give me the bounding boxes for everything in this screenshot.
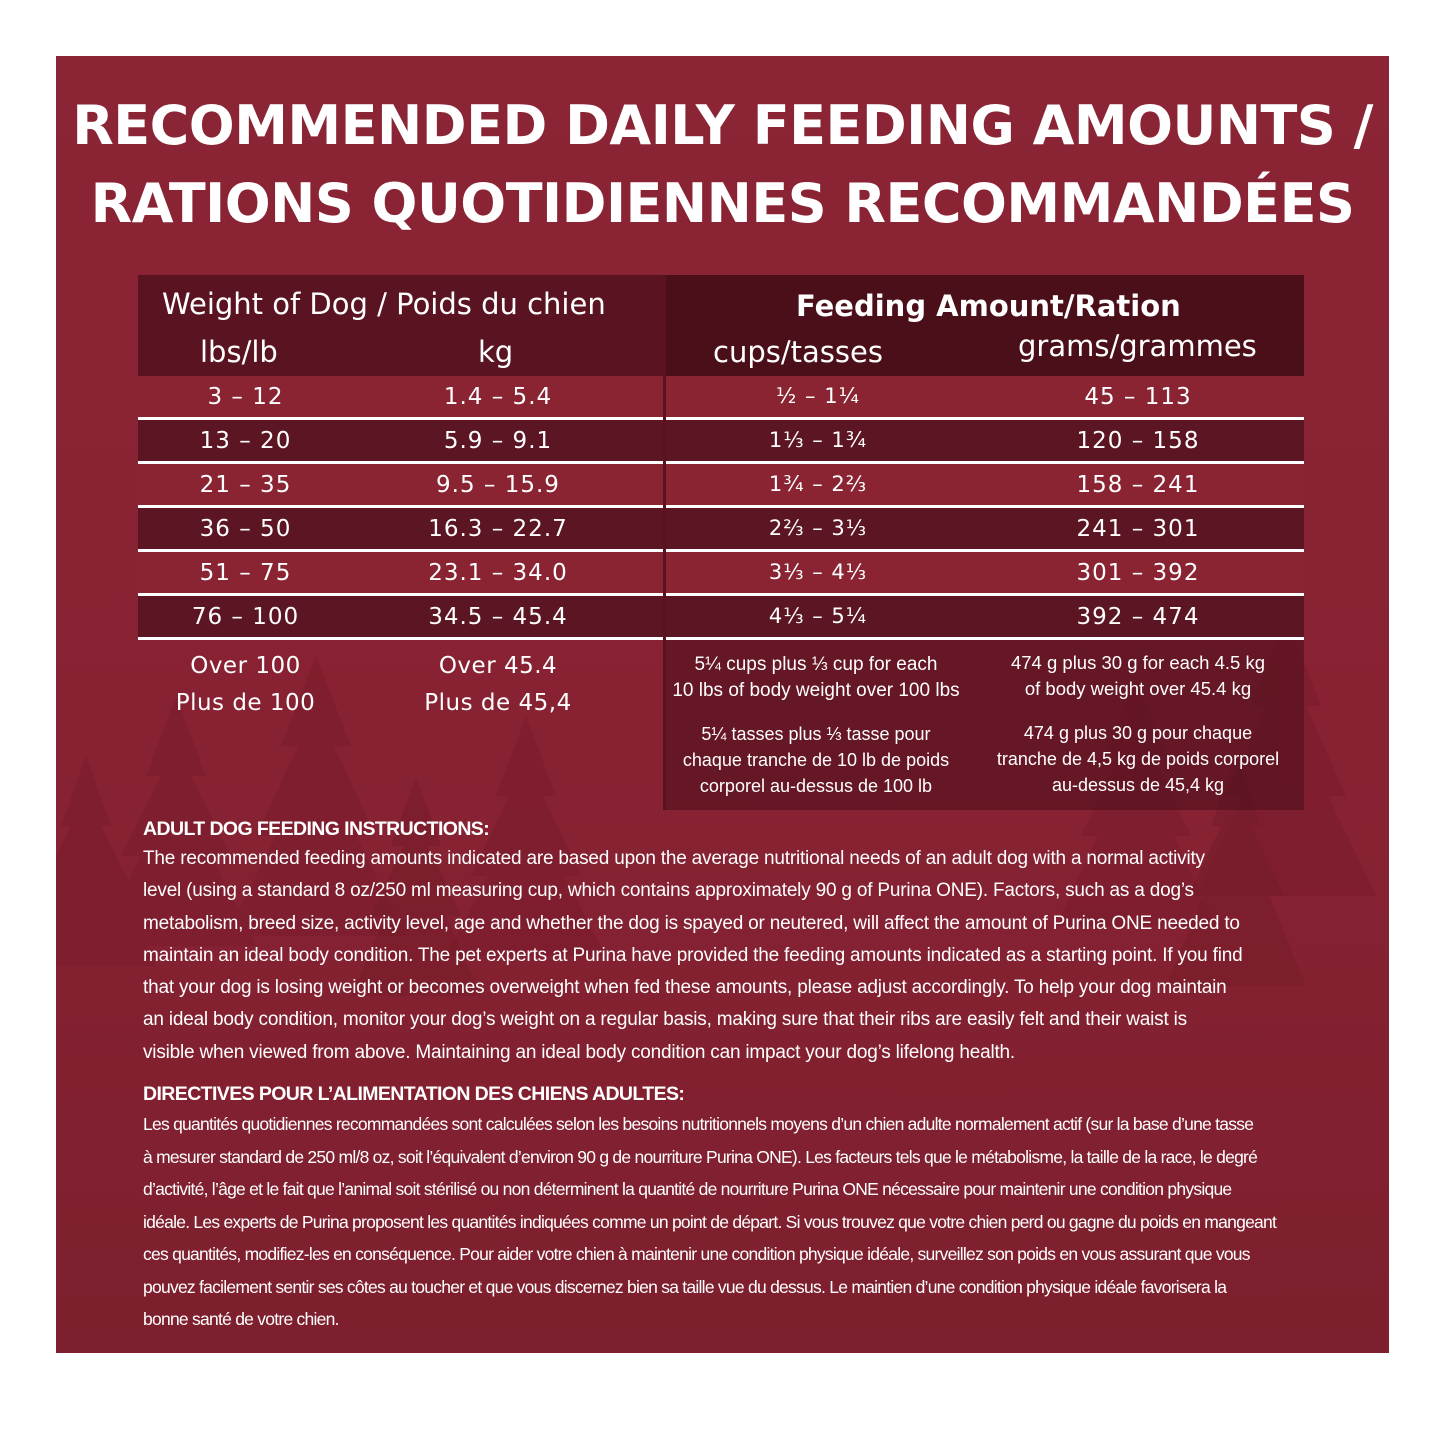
instructions-french [143,1083,1303,1336]
table-row [138,552,1304,596]
over-cups-en [666,652,966,704]
over-grams-fr-line: au-dessus de 45,4 kg [1051,775,1225,795]
over-grams-fr-line: 474 g plus 30 g pour chaque [1023,723,1253,743]
cell-lbs: 13 – 20 [199,428,292,454]
over-cups-fr-line: chaque tranche de 10 lb de poids [682,750,950,770]
cell-kg: 5.9 – 9.1 [443,428,553,454]
cell-grams: 241 – 301 [1076,516,1200,542]
grams-header: grams/grammes [1018,329,1257,363]
cell-lbs: 36 – 50 [199,516,292,542]
instructions-fr-line: ces quantités, modifiez-les en conséquence. Pour aider votre chien à maintenir une condition physique idéale, surveillez son poids en vous assurant que vous [143,1244,1250,1264]
cell-lbs: 51 – 75 [199,560,292,586]
cell-cups: ½ – 1¼ [776,384,860,408]
over-kg [368,648,628,722]
instructions-en-line: The recommended feeding amounts indicated are based upon the average nutritional needs of an adult dog with a normal activity [143,848,1205,869]
instructions-fr-body [143,1108,1303,1336]
instructions-en-line: metabolism, breed size, activity level, age and whether the dog is spayed or neutered, will affect the amount of Purina ONE needed to [143,912,1240,934]
instructions-fr-heading: DIRECTIVES POUR L’ALIMENTATION DES CHIENS ADULTES: [143,1083,685,1105]
column-separator [663,275,666,810]
cell-kg: 1.4 – 5.4 [443,384,553,410]
instructions-en-body [143,843,1303,1069]
instructions-english [143,818,1303,1069]
cell-lbs: 3 – 12 [207,384,284,410]
table-header-feeding [663,275,1304,376]
instructions-en-line: visible when viewed from above. Maintaining an ideal body condition can impact your dog’s lifelong health. [143,1041,1015,1063]
instructions-en-line: an ideal body condition, monitor your dog’s weight on a regular basis, making sure that their ribs are easily felt and their waist is [143,1009,1187,1031]
over-grams-en-line: of body weight over 45.4 kg [1024,678,1252,699]
cell-cups: 2⅔ – 3⅓ [768,516,868,540]
over-cups-en-line: 10 lbs of body weight over 100 lbs [672,680,960,701]
weight-header: Weight of Dog / Poids du chien [162,287,606,321]
table-row [138,420,1304,464]
cell-grams: 158 – 241 [1076,472,1200,498]
over-grams-fr-line: tranche de 4,5 kg de poids corporel [996,749,1280,769]
instructions-en-heading: ADULT DOG FEEDING INSTRUCTIONS: [143,818,490,840]
cell-kg: 16.3 – 22.7 [428,516,568,542]
over-lbs-fr: Plus de 100 [175,690,316,716]
cell-grams: 301 – 392 [1076,560,1200,586]
over-cups-fr [666,721,966,799]
lbs-header: lbs/lb [200,335,278,369]
over-100-row [138,640,1304,810]
table-row [138,508,1304,552]
over-lbs [138,648,353,722]
over-kg-fr: Plus de 45,4 [424,690,572,716]
instructions-en-line: level (using a standard 8 oz/250 ml measuring cup, which contains approximately 90 g of Purina ONE). Factors, such as a dog’s [143,880,1194,902]
instructions-fr-line: bonne santé de votre chien. [143,1309,339,1329]
instructions-fr-line: idéale. Les experts de Purina proposent les quantités indiquées comme un point de départ. Si vous trouvez que votre chien perd ou gagne du poids en mangeant [143,1211,1277,1232]
over-lbs-en: Over 100 [190,653,301,679]
kg-header: kg [478,335,514,369]
instructions-fr-line: d’activité, l’âge et le fait que l’animal soit stérilisé ou non déterminent la quantité de nourriture Purina ONE nécessaire pour maintenir une condition physique [143,1179,1232,1199]
cell-lbs: 21 – 35 [199,472,292,498]
table-row [138,596,1304,640]
instructions-fr-line: à mesurer standard de 250 ml/8 oz, soit l’équivalent d’environ 90 g de nourriture Purina ONE). Les facteurs tels que le métabolisme, la taille de la race, le degré [143,1146,1258,1167]
cell-cups: 3⅓ – 4⅓ [768,560,868,584]
title-english: RECOMMENDED DAILY FEEDING AMOUNTS / [72,94,1373,157]
over-cups-fr-line: corporel au-dessus de 100 lb [699,776,933,796]
cups-header: cups/tasses [713,335,883,369]
cell-lbs: 76 – 100 [191,604,300,630]
cell-cups: 4⅓ – 5¼ [768,604,868,628]
feeding-header: Feeding Amount/Ration [796,289,1181,323]
table-row [138,464,1304,508]
over-grams-en [978,650,1298,702]
cell-grams: 392 – 474 [1076,604,1200,630]
cell-cups: 1⅓ – 1¾ [768,428,868,452]
cell-kg: 9.5 – 15.9 [436,472,560,498]
cell-cups: 1¾ – 2⅔ [768,472,868,496]
over-kg-en: Over 45.4 [438,653,558,679]
over-cups-fr-line: 5¼ tasses plus ⅓ tasse pour [701,724,931,744]
cell-kg: 23.1 – 34.0 [428,560,568,586]
instructions-fr-line: pouvez facilement sentir ses côtes au toucher et que vous discernez bien sa taille vue du dessus. Le maintien d’une condition physique idéale favorisera la [143,1276,1227,1297]
cell-grams: 45 – 113 [1084,384,1192,410]
instructions-fr-line: Les quantités quotidiennes recommandées sont calculées selon les besoins nutritionnels moyens d’un chien adulte normalement actif (sur la base d’une tasse [143,1114,1254,1134]
over-cups-en-line: 5¼ cups plus ⅓ cup for each [694,654,938,675]
over-grams-en-line: 474 g plus 30 g for each 4.5 kg [1010,652,1266,673]
table-row [138,376,1304,420]
over-grams-fr [978,720,1298,798]
feeding-panel [56,56,1389,1353]
instructions-en-line: maintain an ideal body condition. The pet experts at Purina have provided the feeding amounts indicated as a starting point. If you find [143,944,1243,966]
title-french: RATIONS QUOTIDIENNES RECOMMANDÉES [90,172,1355,235]
instructions-en-line: that your dog is losing weight or becomes overweight when fed these amounts, please adjust accordingly. To help your dog maintain [143,977,1227,999]
cell-kg: 34.5 – 45.4 [428,604,568,630]
cell-grams: 120 – 158 [1076,428,1200,454]
table-header-weight [138,275,663,376]
